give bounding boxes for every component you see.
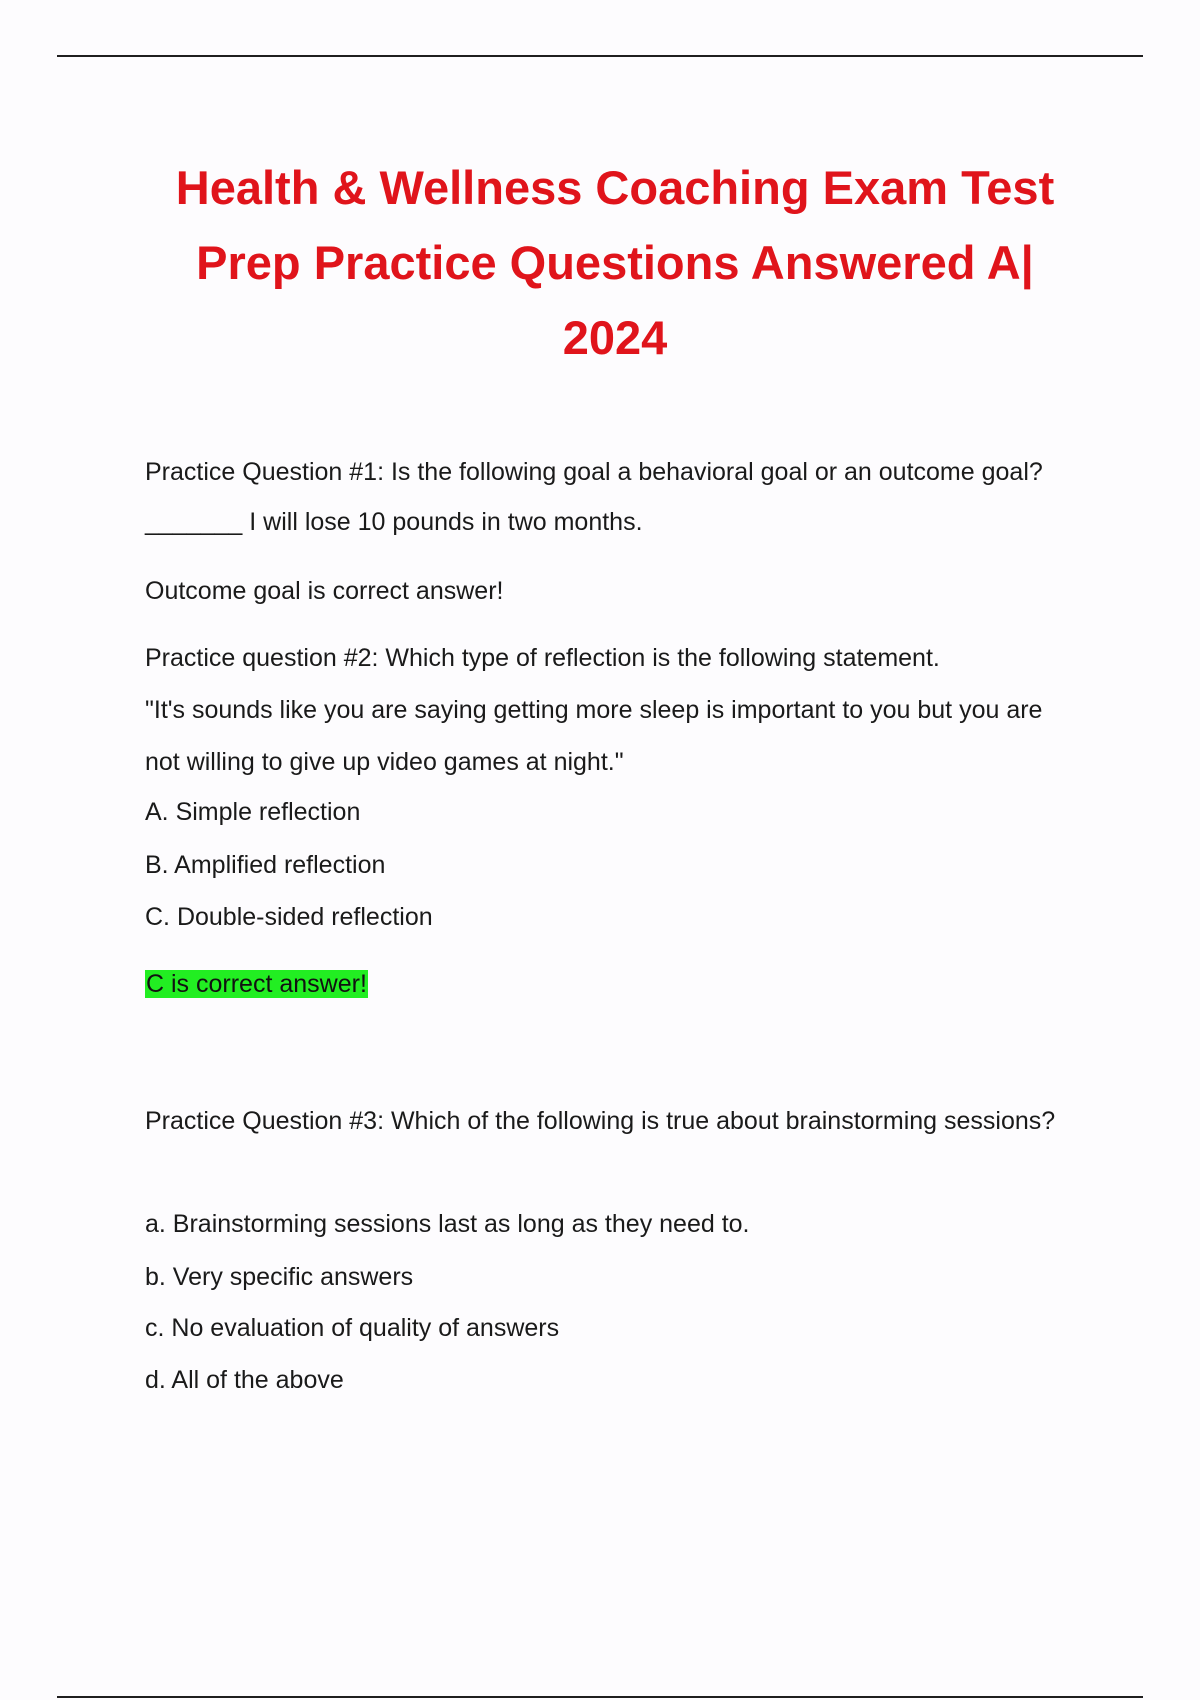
- question-3-text: Practice Question #3: Which of the following is true about brainstorming sessions?: [145, 1107, 1056, 1135]
- title-line-2: Prep Practice Questions Answered A|: [196, 236, 1034, 289]
- question-2-quote-line-2: not willing to give up video games at night.": [145, 748, 624, 776]
- question-3-option-c: c. No evaluation of quality of answers: [145, 1314, 560, 1342]
- bottom-rule: [57, 1696, 1143, 1698]
- question-2-option-c: C. Double-sided reflection: [145, 903, 433, 931]
- answer-highlight: C is correct answer!: [146, 970, 367, 998]
- top-rule: [57, 55, 1143, 57]
- question-3-option-d: d. All of the above: [145, 1366, 344, 1394]
- question-2-quote-line-1: "It's sounds like you are saying getting more sleep is important to you but you are: [145, 696, 1043, 724]
- question-2-option-b: B. Amplified reflection: [145, 851, 386, 879]
- question-1-statement: _______ I will lose 10 pounds in two months.: [145, 508, 643, 536]
- question-2-answer: [145, 969, 368, 999]
- question-3-option-b: b. Very specific answers: [145, 1263, 414, 1291]
- question-2-text: Practice question #2: Which type of reflection is the following statement.: [145, 644, 940, 672]
- document-title: [140, 150, 1090, 375]
- question-2-option-a: A. Simple reflection: [145, 798, 361, 826]
- question-1-answer: Outcome goal is correct answer!: [145, 577, 504, 605]
- title-line-1: Health & Wellness Coaching Exam Test: [175, 161, 1055, 214]
- question-1-text: Practice Question #1: Is the following goal a behavioral goal or an outcome goal?: [145, 458, 1043, 486]
- question-3-option-a: a. Brainstorming sessions last as long as they need to.: [145, 1210, 750, 1238]
- title-line-3: 2024: [562, 311, 668, 364]
